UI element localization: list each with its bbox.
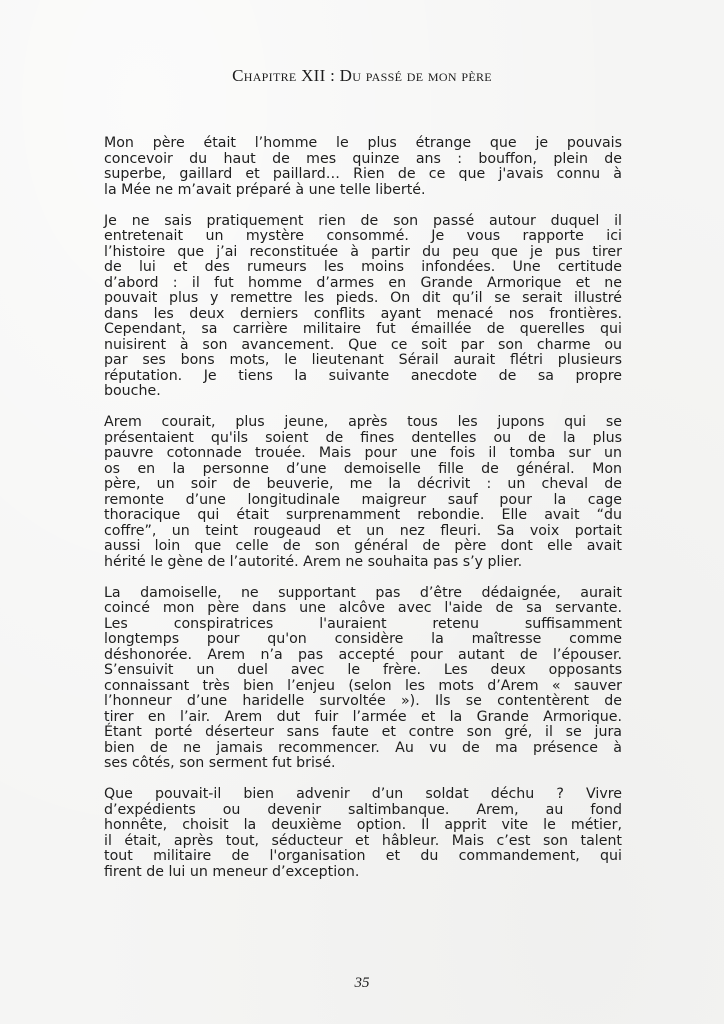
text-line: par ses bons mots, le lieutenant Sérail aurait flétri plusieurs xyxy=(104,352,622,368)
text-line: père, un soir de beuverie, me la décrivit : un cheval de xyxy=(104,476,622,492)
text-line: concevoir du haut de mes quinze ans : bouffon, plein de xyxy=(104,150,622,167)
paragraph xyxy=(104,787,622,880)
text-line: Mon père était l’homme le plus étrange que je pouvais xyxy=(104,135,622,151)
text-line: dans les deux derniers conflits ayant menacé nos frontières. xyxy=(104,305,622,322)
chapter-body xyxy=(104,136,622,896)
text-line: d’abord : il fut homme d’armes en Grande Armorique et ne xyxy=(104,274,622,291)
text-line: d’expédients ou devenir saltimbanque. Arem, au fond xyxy=(104,801,622,818)
text-line: il était, après tout, séducteur et hâbleur. Mais c’est son talent xyxy=(104,832,622,849)
text-line: entretenait un mystère consommé. Je vous rapporte ici xyxy=(104,228,622,244)
text-line: connaissant très bien l’enjeu (selon les mots d’Arem « sauver xyxy=(104,677,622,694)
text-line: pouvait plus y remettre les pieds. On dit qu’il se serait illustré xyxy=(104,290,622,306)
text-line: longtemps pour qu'on considère la maîtresse comme xyxy=(104,631,622,647)
text-line: firent de lui un meneur d’exception. xyxy=(104,863,360,880)
chapter-title: Chapitre XII : Du passé de mon père xyxy=(232,66,492,85)
text-line: os en la personne d’une demoiselle fille de général. Mon xyxy=(104,460,622,477)
text-line: coincé mon père dans une alcôve avec l'aide de sa servante. xyxy=(104,600,622,616)
text-line: S’ensuivit un duel avec le frère. Les deux opposants xyxy=(104,662,622,678)
text-line: thoracique qui était surprenamment rebondie. Elle avait “du xyxy=(104,507,622,523)
text-line: superbe, gaillard et paillard… Rien de ce que j'avais connu à xyxy=(104,166,622,182)
text-line: de lui et des rumeurs les moins infondées. Une certitude xyxy=(104,259,622,275)
text-line: déshonorée. Arem n’a pas accepté pour autant de l’épouser. xyxy=(104,646,622,663)
text-line: l’honneur d’une haridelle survoltée »). Ils se contentèrent de xyxy=(104,693,622,709)
text-line: la Mée ne m’avait préparé à une telle liberté. xyxy=(104,181,426,198)
text-line: Les conspiratrices l'auraient retenu suffisamment xyxy=(104,615,622,632)
paragraph xyxy=(104,586,622,772)
paragraph xyxy=(104,214,622,400)
text-line: coffre”, un teint rougeaud et un nez fleuri. Sa voix portait xyxy=(104,522,622,539)
text-line: La damoiselle, ne supportant pas d’être dédaignée, aurait xyxy=(104,584,622,601)
text-line: honnête, choisit la deuxième option. Il apprit vite le métier, xyxy=(104,817,622,833)
text-line: Cependant, sa carrière militaire fut émaillée de querelles qui xyxy=(104,321,622,337)
text-line: pauvre cotonnade trouée. Mais pour une fois il tomba sur un xyxy=(104,445,622,461)
text-line: présentaient qu'ils soient de fines dentelles ou de la plus xyxy=(104,429,622,446)
text-line: Je ne sais pratiquement rien de son passé autour duquel il xyxy=(104,212,622,229)
text-line: nuisirent à son avancement. Que ce soit par son charme ou xyxy=(104,336,622,353)
text-line: réputation. Je tiens la suivante anecdote de sa propre xyxy=(104,367,622,384)
page-number: 35 xyxy=(354,975,370,991)
text-line: Arem courait, plus jeune, après tous les jupons qui se xyxy=(104,414,622,430)
text-line: bouche. xyxy=(104,383,161,399)
text-line: hérité le gène de l’autorité. Arem ne souhaita pas s’y plier. xyxy=(104,553,523,570)
text-line: remonte d’une longitudinale maigreur sauf pour la cage xyxy=(104,491,622,508)
text-line: tirer en l’air. Arem dut fuir l’armée et la Grande Armorique. xyxy=(104,708,622,725)
text-line: Que pouvait-il bien advenir d’un soldat déchu ? Vivre xyxy=(104,786,622,802)
text-line: aussi loin que celle de son général de père dont elle avait xyxy=(104,538,622,554)
text-line: ses côtés, son serment fut brisé. xyxy=(104,755,336,771)
text-line: l’histoire que j’ai reconstituée à partir du peu que je pus tirer xyxy=(104,243,622,260)
paragraph xyxy=(104,136,622,198)
text-line: tout militaire de l'organisation et du commandement, qui xyxy=(104,848,622,864)
paragraph xyxy=(104,415,622,570)
text-line: bien de ne jamais recommencer. Au vu de ma présence à xyxy=(104,739,622,756)
text-line: Étant porté déserteur sans faute et contre son gré, il se jura xyxy=(104,724,622,740)
